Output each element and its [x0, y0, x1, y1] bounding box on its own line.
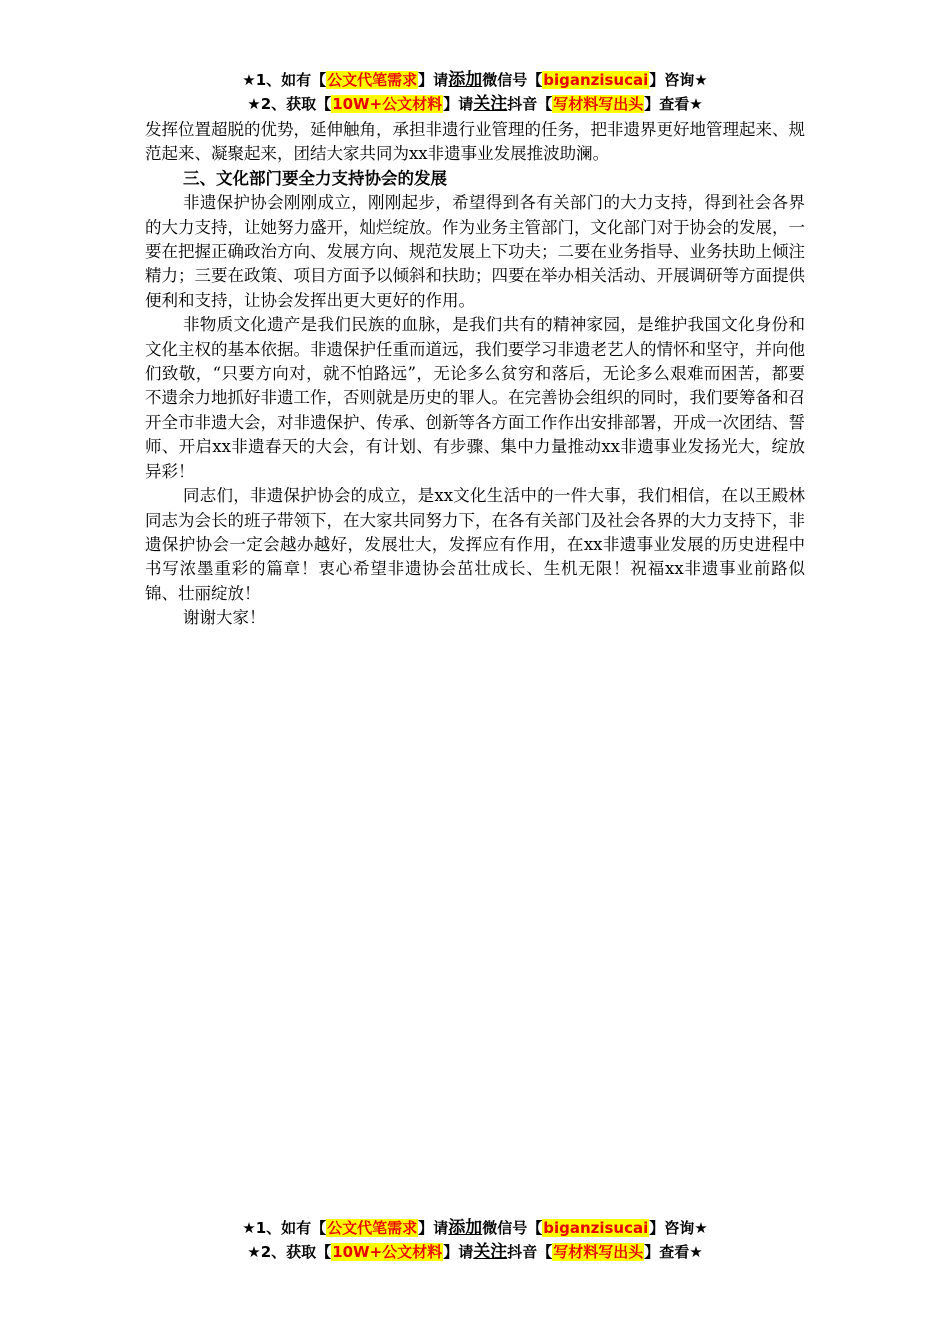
- highlight-wechat-id: biganzisucai: [543, 71, 649, 89]
- banner-text: 】查看: [644, 95, 690, 113]
- paragraph-continuation: 发挥位置超脱的优势，延伸触角，承担非遗行业管理的任务，把非遗界更好地管理起来、规范起来、凝聚起来，团结大家共同为xx非遗事业发展推波助澜。: [145, 120, 805, 164]
- banner-text: 】咨询: [649, 1219, 695, 1237]
- banner-line-2: [0, 1240, 950, 1264]
- banner-line-1: [0, 68, 950, 92]
- emphasis-follow: 关注: [473, 1242, 508, 1262]
- highlight-materials: 10W+公文材料: [332, 1243, 443, 1261]
- banner-text: 微信号【: [482, 1219, 543, 1237]
- highlight-douyin-account: 写材料写出头: [553, 95, 644, 113]
- emphasis-add: 添加: [448, 1218, 483, 1238]
- star-icon: ★: [694, 71, 708, 89]
- star-icon: ★: [694, 1219, 708, 1237]
- paragraph: 非物质文化遗产是我们民族的血脉，是我们共有的精神家园，是维护我国文化身份和文化主权的基本依据。非遗保护任重而道远，我们要学习非遗老艺人的情怀和坚守，并向他们致敬，“只要方向对，就不怕路远”，无论多么贫穷和落后，无论多么艰难而困苦，都要不遗余力地抓好非遗工作，否则就是历史的罪人。在完善协会组织的同时，我们要筹备和召开全市非遗大会，对非遗保护、传承、创新等各方面工作作出安排部署，开成一次团结、誓师、开启xx非遗春天的大会，有计划、有步骤、集中力量推动xx非遗事业发扬光大，绽放异彩！: [145, 315, 805, 481]
- emphasis-add: 添加: [448, 70, 483, 90]
- banner-line-2: [0, 92, 950, 116]
- banner-text: 抖音【: [507, 95, 553, 113]
- banner-text: 抖音【: [507, 1243, 553, 1261]
- star-icon: ★: [247, 1243, 261, 1261]
- emphasis-follow: 关注: [473, 94, 508, 114]
- star-icon: ★: [247, 95, 261, 113]
- banner-text: 】查看: [644, 1243, 690, 1261]
- highlight-service: 公文代笔需求: [327, 71, 418, 89]
- header-banner: [0, 68, 950, 116]
- banner-text: 】请: [418, 1219, 449, 1237]
- paragraph: 非遗保护协会刚刚成立，刚刚起步，希望得到各有关部门的大力支持，得到社会各界的大力支持，让她努力盛开，灿烂绽放。作为业务主管部门，文化部门对于协会的发展，一要在把握正确政治方向、发展方向、规范发展上下功夫；二要在业务指导、业务扶助上倾注精力；三要在政策、项目方面予以倾斜和扶助；四要在举办相关活动、开展调研等方面提供便利和支持，让协会发挥出更大更好的作用。: [145, 193, 805, 310]
- banner-text: 】请: [443, 1243, 474, 1261]
- banner-text: 】请: [443, 95, 474, 113]
- banner-text: 】请: [418, 71, 449, 89]
- banner-text: 1、如有【: [255, 71, 327, 89]
- star-icon: ★: [242, 1219, 256, 1237]
- banner-text: 1、如有【: [255, 1219, 327, 1237]
- star-icon: ★: [689, 95, 703, 113]
- highlight-wechat-id: biganzisucai: [543, 1219, 649, 1237]
- banner-text: 】咨询: [649, 71, 695, 89]
- footer-banner: [0, 1216, 950, 1264]
- star-icon: ★: [242, 71, 256, 89]
- banner-text: 2、获取【: [260, 95, 332, 113]
- closing-line: 谢谢大家！: [183, 608, 266, 628]
- document-body: [145, 118, 805, 631]
- banner-line-1: [0, 1216, 950, 1240]
- paragraph: 同志们，非遗保护协会的成立，是xx文化生活中的一件大事，我们相信，在以王殿林同志为会长的班子带领下，在大家共同努力下，在各有关部门及社会各界的大力支持下，非遗保护协会一定会越办越好，发展壮大，发挥应有作用，在xx非遗事业发展的历史进程中书写浓墨重彩的篇章！衷心希望非遗协会茁壮成长、生机无限！祝福xx非遗事业前路似锦、壮丽绽放！: [145, 486, 805, 603]
- highlight-materials: 10W+公文材料: [332, 95, 443, 113]
- star-icon: ★: [689, 1243, 703, 1261]
- banner-text: 2、获取【: [260, 1243, 332, 1261]
- section-heading: 三、文化部门要全力支持协会的发展: [183, 168, 447, 188]
- banner-text: 微信号【: [482, 71, 543, 89]
- highlight-service: 公文代笔需求: [327, 1219, 418, 1237]
- highlight-douyin-account: 写材料写出头: [553, 1243, 644, 1261]
